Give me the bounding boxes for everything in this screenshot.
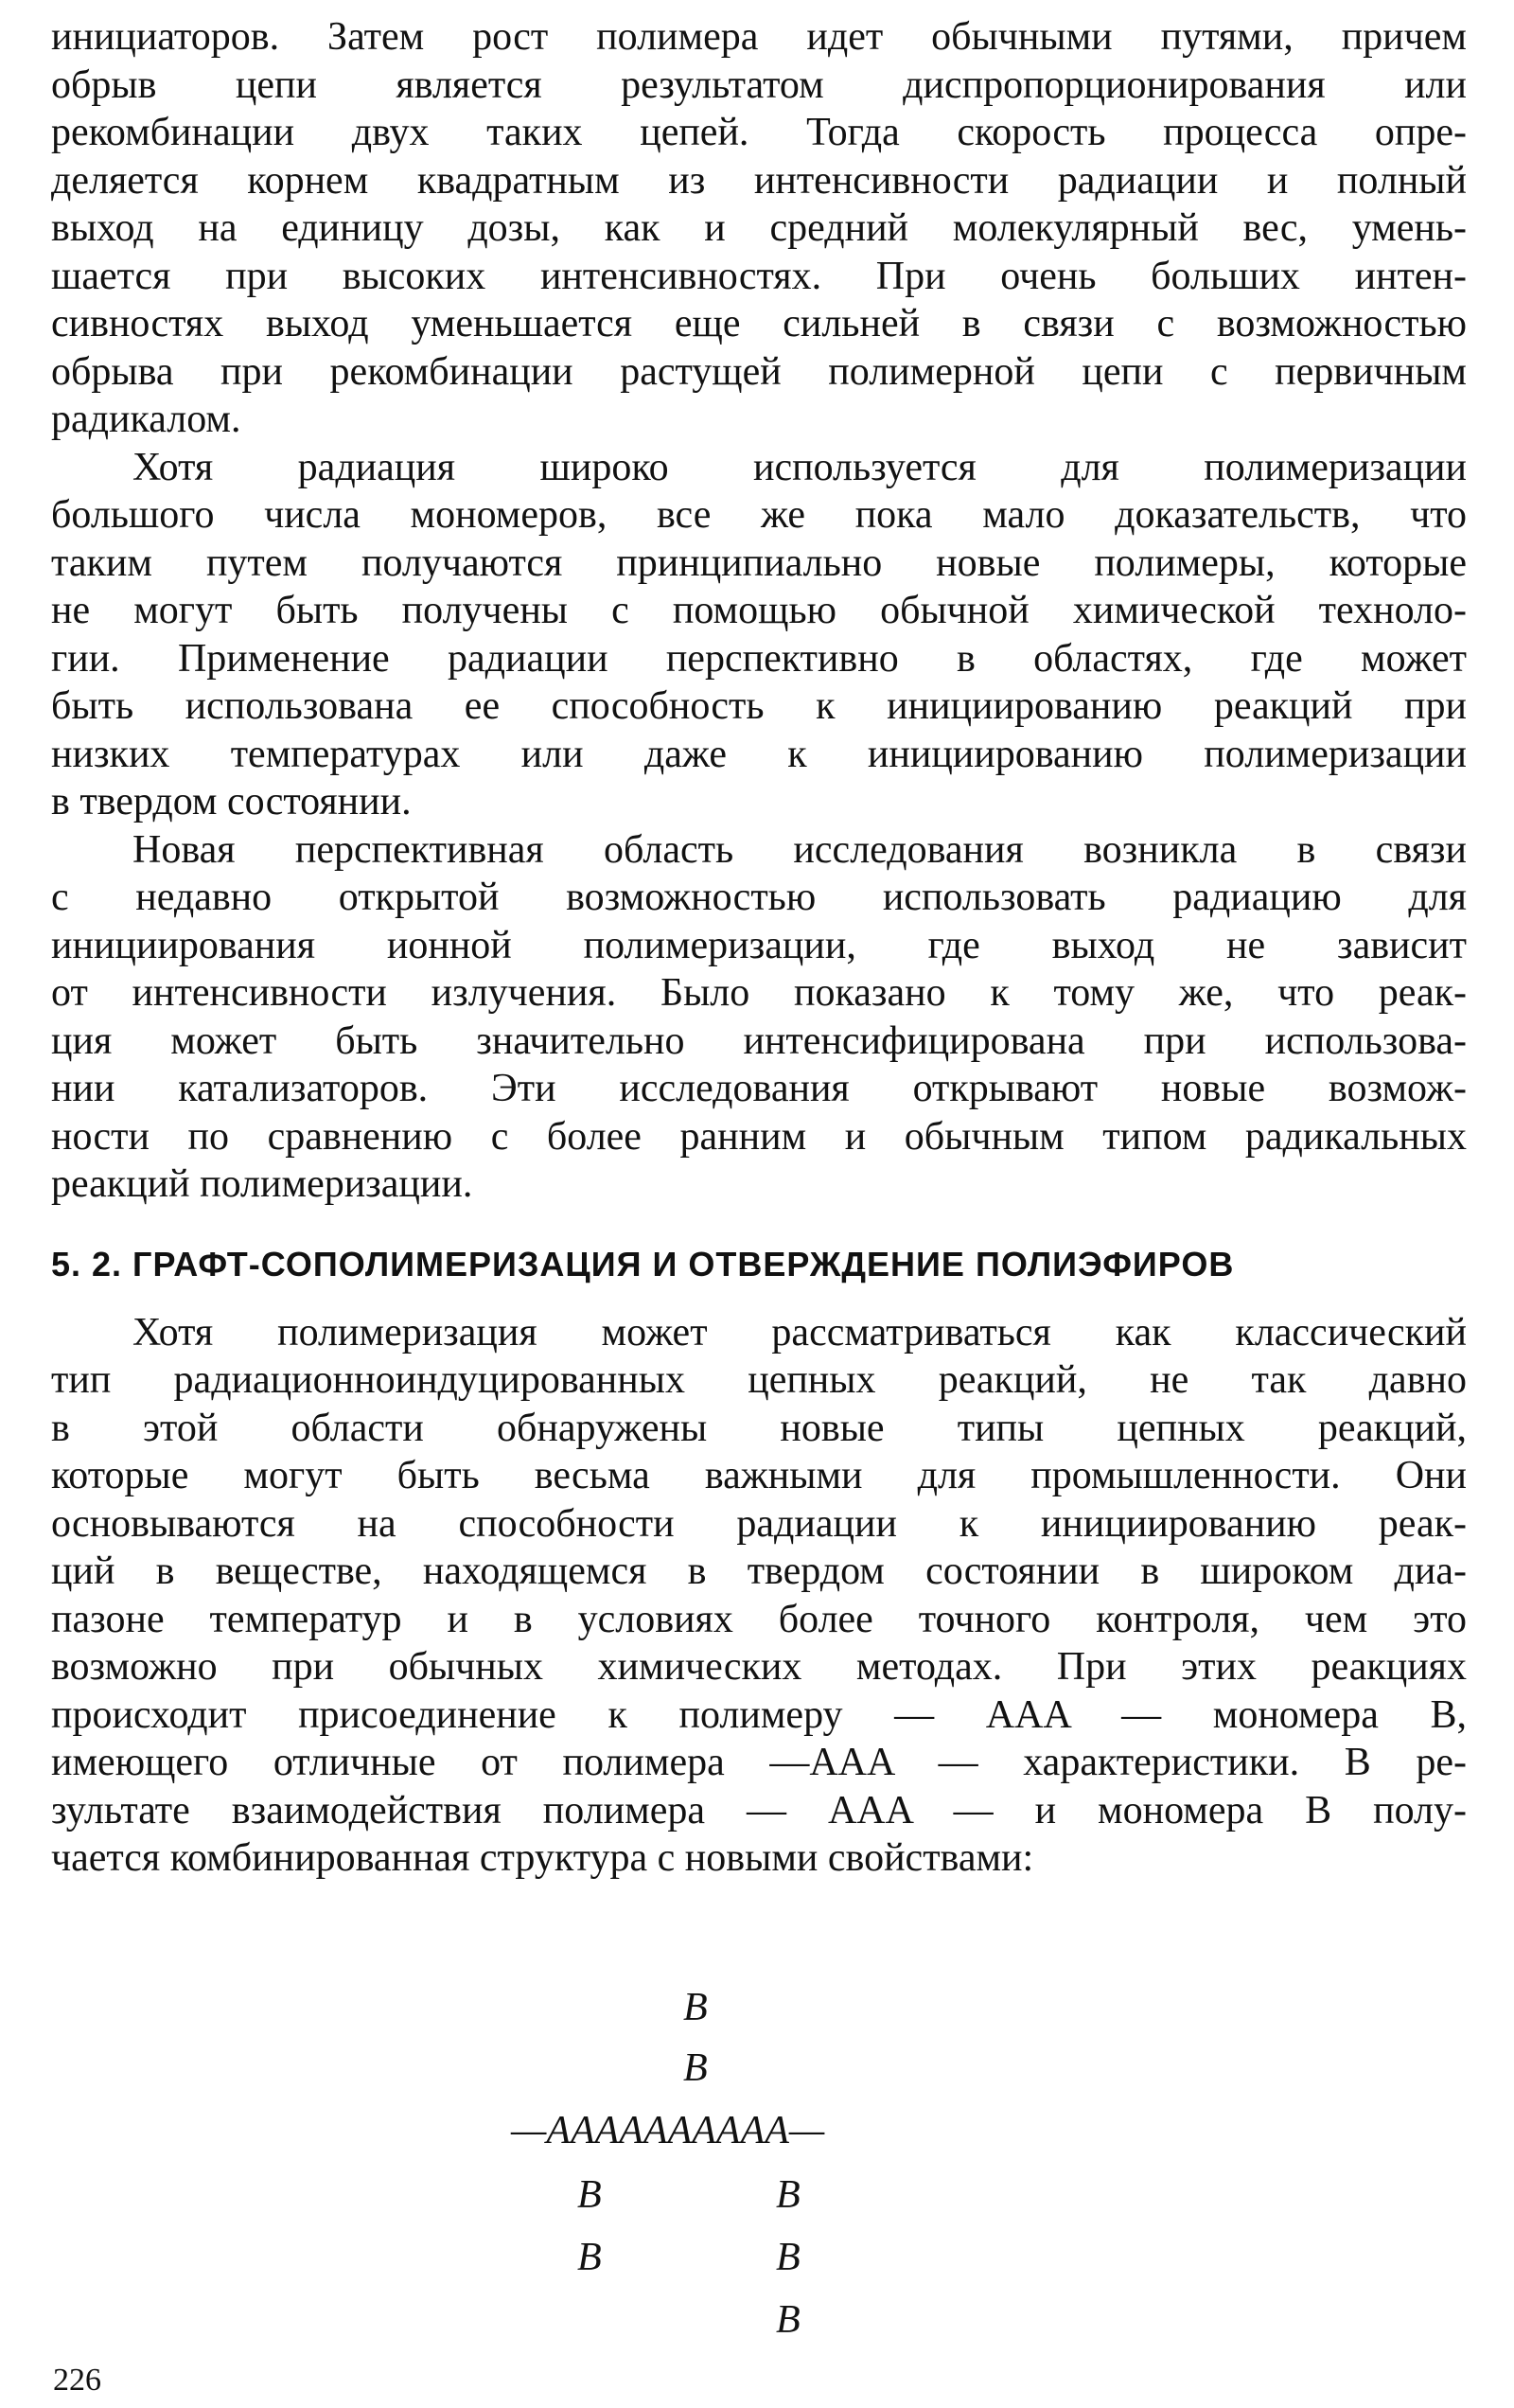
text-line: происходит присоединение к полимеру — AAA — мономера B, xyxy=(51,1692,1467,1737)
formula-left-b1: B xyxy=(577,2173,602,2217)
formula-right-b3: B xyxy=(776,2298,801,2342)
text-line: основываются на способности радиации к инициированию реак- xyxy=(51,1501,1467,1546)
text-line: не могут быть получены с помощью обычной химической техноло- xyxy=(51,589,1467,632)
text-line: чается комбинированная структура с новыми свойствами: xyxy=(51,1836,1034,1880)
text-line: пазоне температур и в условиях более точного контроля, чем это xyxy=(51,1597,1467,1641)
text-line: которые могут быть весьма важными для промышленности. Они xyxy=(51,1454,1467,1497)
text-line: Новая перспективная область исследования возникла в связи xyxy=(132,827,1467,872)
formula-top-b2: B xyxy=(683,2046,708,2090)
text-line: сивностях выход уменьшается еще сильней в связи с возможностью xyxy=(51,302,1467,345)
text-line: возможно при обычных химических методах. При этих реакциях xyxy=(51,1645,1467,1689)
formula-right-b1: B xyxy=(776,2173,801,2217)
text-line: ций в веществе, находящемся в твердом состоянии в широком диа- xyxy=(51,1549,1467,1593)
section-heading: 5. 2. ГРАФТ-СОПОЛИМЕРИЗАЦИЯ И ОТВЕРЖДЕНИЕ ПОЛИЭФИРОВ xyxy=(51,1244,1235,1284)
text-line: от интенсивности излучения. Было показано к тому же, что реак- xyxy=(51,971,1467,1015)
formula-chain: —AAAAAAAAAA— xyxy=(511,2109,825,2152)
text-line: выход на единицу дозы, как и средний молекулярный вес, умень- xyxy=(51,206,1467,250)
text-line: рекомбинации двух таких цепей. Тогда скорость процесса опре- xyxy=(51,111,1467,154)
formula-left-b2: B xyxy=(577,2236,602,2279)
text-line: зультате взаимодействия полимера — AAA — и мономера B полу- xyxy=(51,1788,1467,1833)
formula-top-b1: B xyxy=(683,1986,708,2029)
text-line: нии катализаторов. Эти исследования открывают новые возмож- xyxy=(51,1067,1467,1110)
text-line: ция может быть значительно интенсифицирована при использова- xyxy=(51,1018,1467,1063)
paragraph-1 xyxy=(51,13,1467,444)
text-line: имеющего отличные от полимера —AAA — характеристики. В ре- xyxy=(51,1741,1467,1784)
text-line: таким путем получаются принципиально новые полимеры, которые xyxy=(51,540,1467,585)
page-number: 226 xyxy=(53,2363,101,2398)
formula-right-b2: B xyxy=(776,2236,801,2279)
text-line: тип радиационноиндуцированных цепных реакций, не так давно xyxy=(51,1358,1467,1402)
section-paragraph xyxy=(51,1309,1467,1883)
text-line: радикалом. xyxy=(51,398,241,441)
text-line: в твердом состоянии. xyxy=(51,780,412,823)
text-line: низких температурах или даже к инициированию полимеризации xyxy=(51,732,1467,776)
text-line: Хотя полимеризация может рассматриваться как классический xyxy=(132,1310,1467,1354)
page-body xyxy=(51,13,1467,1883)
paragraph-3 xyxy=(51,826,1467,1209)
text-line: быть использована ее способность к инициированию реакций при xyxy=(51,684,1467,728)
paragraph-2 xyxy=(51,444,1467,826)
text-line: деляется корнем квадратным из интенсивности радиации и полный xyxy=(51,158,1467,203)
text-line: обрыв цепи является результатом диспропорционирования или xyxy=(51,62,1467,107)
text-line: реакций полимеризации. xyxy=(51,1162,473,1206)
text-line: с недавно открытой возможностью использовать радиацию для xyxy=(51,876,1467,919)
text-line: инициаторов. Затем рост полимера идет обычными путями, причем xyxy=(51,15,1467,59)
text-line: Хотя радиация широко используется для полимеризации xyxy=(132,445,1467,489)
text-line: большого числа мономеров, все же пока мало доказательств, что xyxy=(51,493,1467,537)
text-line: шается при высоких интенсивностях. При очень больших интен- xyxy=(51,254,1467,298)
text-line: гии. Применение радиации перспективно в областях, где может xyxy=(51,636,1467,681)
text-line: инициирования ионной полимеризации, где выход не зависит xyxy=(51,923,1467,967)
text-line: в этой области обнаружены новые типы цепных реакций, xyxy=(51,1406,1467,1450)
text-line: обрыва при рекомбинации растущей полимерной цепи с первичным xyxy=(51,349,1467,394)
text-line: ности по сравнению с более ранним и обычным типом радикальных xyxy=(51,1114,1467,1159)
